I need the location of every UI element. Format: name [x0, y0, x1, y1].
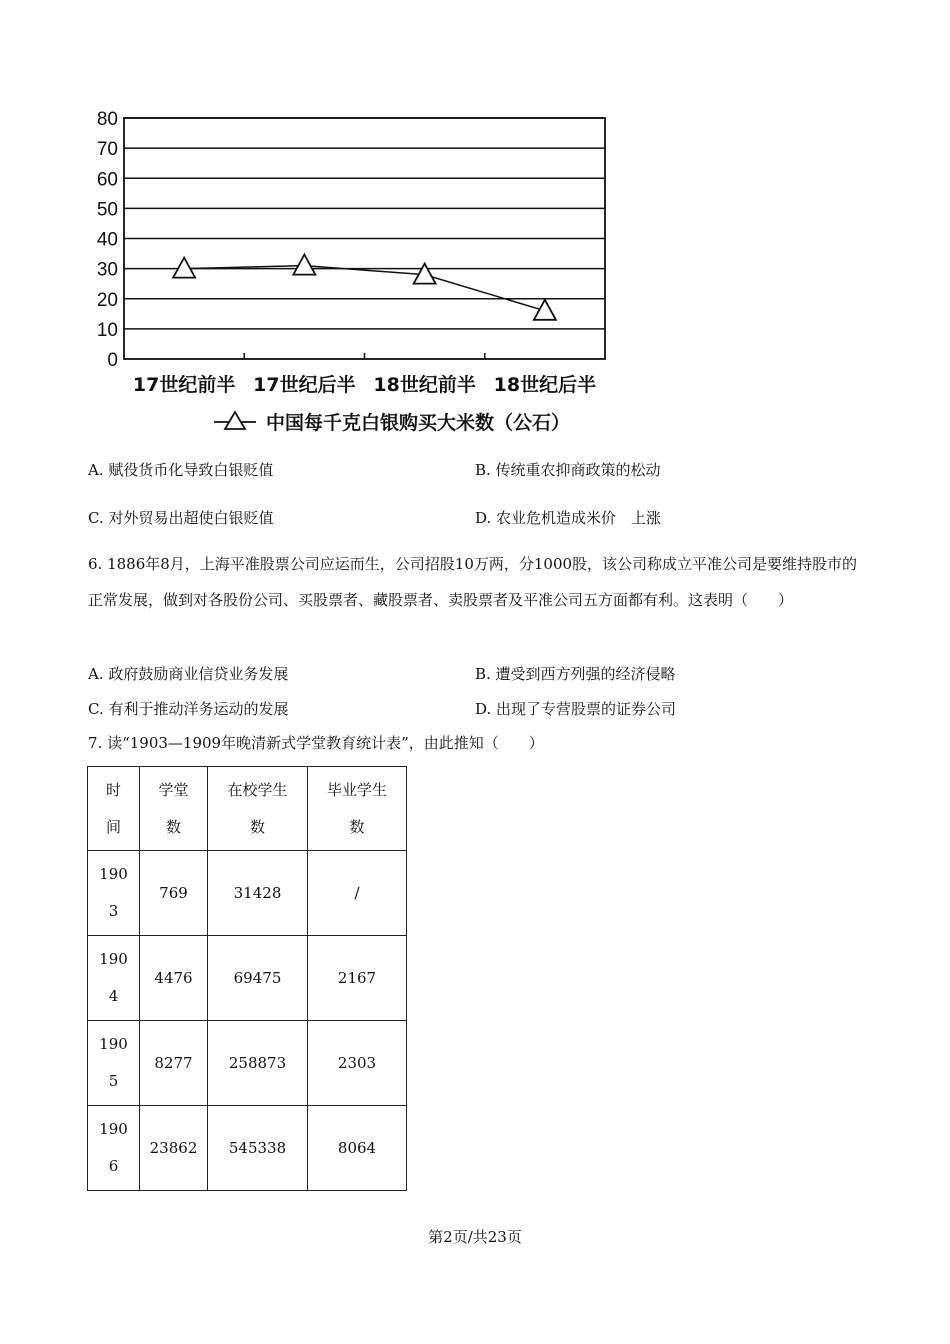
table-cell: 769 [140, 851, 208, 936]
data-point-marker [173, 258, 195, 278]
header-cell: 时间 [88, 767, 140, 851]
q6-option-c: C. 有利于推动洋务运动的发展 [88, 700, 289, 718]
y-tick-label: 70 [96, 139, 118, 161]
table-cell: 69475 [208, 936, 308, 1021]
q6-option-a: A. 政府鼓励商业信贷业务发展 [88, 665, 289, 683]
series-line [184, 266, 545, 311]
x-tick-label: 18世纪后半 [493, 374, 597, 396]
page-footer: 第2页/共23页 [428, 1228, 522, 1246]
table-cell: 2303 [308, 1021, 407, 1106]
q5-option-c: C. 对外贸易出超使白银贬值 [88, 509, 274, 527]
year-cell: 1906 [88, 1106, 140, 1191]
table-cell: 4476 [140, 936, 208, 1021]
q6-option-b: B. 遭受到西方列强的经济侵略 [475, 665, 676, 683]
data-point-marker [534, 300, 556, 320]
legend-label: 中国每千克白银购买大米数（公石） [266, 412, 571, 434]
q6-option-d: D. 出现了专营股票的证券公司 [475, 700, 677, 718]
table-cell: / [308, 851, 407, 936]
table-cell: 31428 [208, 851, 308, 936]
year-cell: 1903 [88, 851, 140, 936]
header-cell: 在校学生数 [208, 767, 308, 851]
y-tick-label: 0 [107, 350, 118, 371]
x-tick-label: 17世纪后半 [253, 374, 356, 396]
y-tick-label: 60 [96, 169, 118, 191]
year-cell: 1905 [88, 1021, 140, 1106]
x-tick-label: 18世纪前半 [373, 374, 476, 396]
y-tick-label: 20 [96, 289, 118, 311]
table-header-row [88, 767, 407, 851]
year-cell: 1904 [88, 936, 140, 1021]
table-cell: 258873 [208, 1021, 308, 1106]
q6-stem: 6. 1886年8月，上海平准股票公司应运而生，公司招股10万两，分1000股，该公司称成立平准公司是要维持股市的正常发展，做到对各股份公司、买股票者、藏股票者、卖股票者及平准公司五方面都有利。这表明（ ） [88, 555, 858, 609]
header-cell: 学堂数 [140, 767, 208, 851]
y-tick-label: 10 [96, 319, 118, 341]
y-tick-label: 30 [96, 259, 118, 281]
y-tick-label: 40 [96, 229, 118, 251]
data-point-marker [293, 255, 315, 275]
table-row [88, 851, 407, 936]
school-stats-table [87, 766, 407, 1191]
table-cell: 8277 [140, 1021, 208, 1106]
q5-option-a: A. 赋役货币化导致白银贬值 [88, 461, 274, 479]
header-cell: 毕业学生数 [308, 767, 407, 851]
rice-price-line-chart [88, 104, 618, 444]
y-tick-label: 80 [96, 109, 118, 130]
q5-option-b: B. 传统重农抑商政策的松动 [475, 461, 661, 479]
x-tick-label: 17世纪前半 [132, 374, 236, 396]
q5-option-d: D. 农业危机造成米价 上涨 [475, 509, 662, 527]
table-row [88, 1106, 407, 1191]
table-cell: 8064 [308, 1106, 407, 1191]
table-cell: 545338 [208, 1106, 308, 1191]
legend-marker [225, 412, 245, 429]
table-cell: 2167 [308, 936, 407, 1021]
table-cell: 23862 [140, 1106, 208, 1191]
y-tick-label: 50 [96, 199, 118, 221]
chart-svg [88, 104, 618, 444]
table-row [88, 1021, 407, 1106]
table-row [88, 936, 407, 1021]
q7-stem: 7. 读“1903—1909年晚清新式学堂教育统计表”，由此推知（ ） [88, 734, 544, 752]
